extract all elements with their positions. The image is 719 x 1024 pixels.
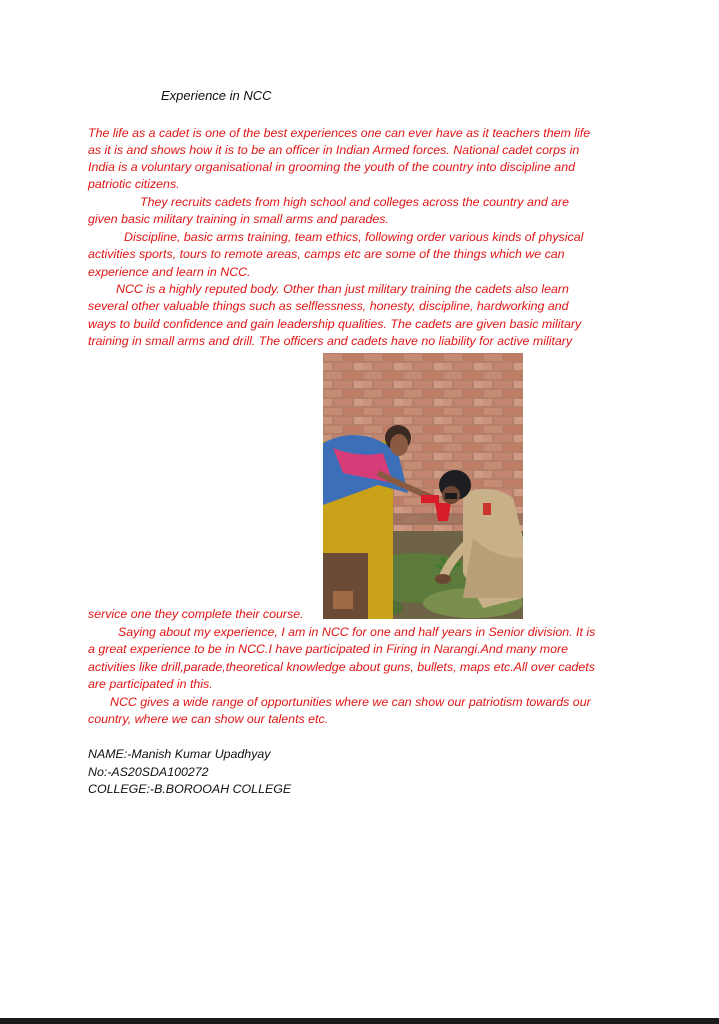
paragraph-line: NCC gives a wide range of opportunities where we can show our patriotism towards our (110, 695, 591, 709)
paragraph-line: as it is and shows how it is to be an officer in Indian Armed forces. National cadet corps in (88, 143, 580, 157)
document-title: Experience in NCC (161, 88, 272, 103)
ncc-plantation-photo (323, 353, 523, 619)
paragraph-line: Discipline, basic arms training, team ethics, following order various kinds of physical (124, 230, 584, 244)
paragraph-line: NCC is a highly reputed body. Other than just military training the cadets also learn (116, 282, 569, 296)
paragraph-line: Saying about my experience, I am in NCC for one and half years in Senior division. It is (118, 625, 596, 639)
paragraph-line: country, where we can show our talents etc. (88, 712, 329, 726)
signature-number: No:-AS20SDA100272 (88, 765, 209, 779)
paragraph-line: training in small arms and drill. The officers and cadets have no liability for active military (88, 334, 573, 348)
paragraph-line: activities like drill,parade,theoretical knowledge about guns, bullets, maps etc.All over cadets (88, 660, 595, 674)
paragraph-line: activities sports, tours to remote areas, camps etc are some of the things which we can (88, 247, 565, 261)
signature-college: COLLEGE:-B.BOROOAH COLLEGE (88, 782, 292, 796)
paragraph-line: several other valuable things such as selflessness, honesty, discipline, hardworking and (88, 299, 569, 313)
paragraph-line: given basic military training in small arms and parades. (88, 212, 389, 226)
signature-name: NAME:-Manish Kumar Upadhyay (88, 747, 271, 761)
paragraph-line: India is a voluntary organisational in grooming the youth of the country into discipline and (88, 160, 575, 174)
paragraph-line: ways to build confidence and gain leadership qualities. The cadets are given basic military (88, 317, 582, 331)
bottom-edge (0, 1018, 719, 1024)
paragraph-line: experience and learn in NCC. (88, 265, 251, 279)
paragraph-line: The life as a cadet is one of the best experiences one can ever have as it teachers them life (88, 126, 591, 140)
paragraph-line: patriotic citizens. (88, 177, 180, 191)
paragraph-line: are participated in this. (88, 677, 213, 691)
paragraph-line: a great experience to be in NCC.I have participated in Firing in Narangi.And many more (88, 642, 569, 656)
paragraph-line: service one they complete their course. (88, 607, 304, 621)
paragraph-line: They recruits cadets from high school and colleges across the country and are (140, 195, 570, 209)
